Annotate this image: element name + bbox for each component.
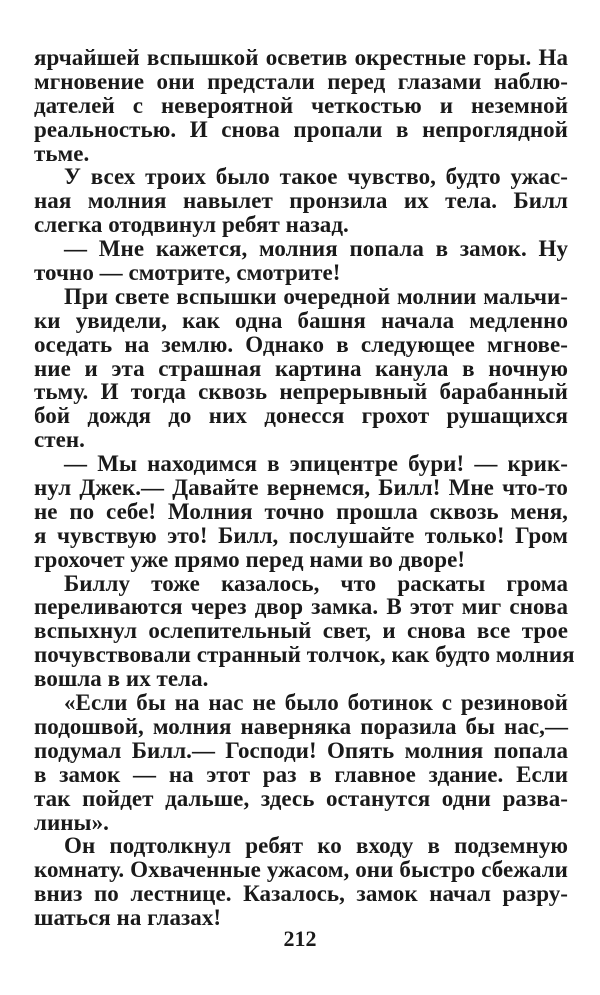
text-line: дателей с невероятной четкостью и неземной (34, 92, 568, 118)
paragraph (34, 452, 568, 571)
text-line: вниз по лестнице. Казалось, замок начал разру- (34, 881, 568, 907)
paragraph (34, 570, 575, 692)
text-line: ная молния навылет пронзила их тела. Билл (34, 188, 568, 214)
text-line: переливаются через двор замка. В этот миг снова (34, 594, 568, 620)
text-line: «Если бы на нас не было ботинок с резиновой (64, 690, 568, 716)
text-line: ки увидели, как одна башня начала медленно (34, 307, 568, 333)
text-line: При свете вспышки очередной молнии мальчи- (64, 283, 568, 309)
text-line: не по себе! Молния точно прошла сквозь меня, (34, 498, 568, 524)
text-line: нул Джек.— Давайте вернемся, Билл! Мне что-то (34, 475, 568, 501)
text-line: тьму. И тогда сквозь непрерывный барабанный (34, 379, 568, 405)
text-line: — Мы находимся в эпицентре бури! — крик- (64, 451, 568, 477)
body-text (34, 45, 575, 931)
text-line: шаться на глазах! (34, 905, 222, 931)
page-number: 212 (283, 926, 317, 951)
text-line: в замок — на этот раз в главное здание. Если (34, 761, 568, 787)
text-line: Биллу тоже казалось, что раскаты грома (64, 570, 568, 596)
text-line: ние и эта страшная картина канула в ночную (34, 355, 568, 381)
paragraph (34, 237, 568, 285)
text-line: тьме. (34, 140, 90, 166)
text-line: — Мне кажется, молния попала в замок. Ну (64, 236, 568, 262)
text-line: подумал Билл.— Господи! Опять молния попала (34, 737, 568, 763)
text-line: почувствовали странный толчок, как будто молния (34, 642, 575, 668)
text-line: У всех троих было такое чувство, будто ужас- (64, 164, 568, 190)
text-line: слегка отодвинул ребят назад. (34, 212, 349, 238)
text-line: грохочет уже прямо перед нами во дворе! (34, 546, 466, 572)
text-line: точно — смотрите, смотрите! (34, 260, 341, 286)
text-line: так пойдет дальше, здесь останутся одни разва- (34, 785, 568, 811)
text-line: мгновение они предстали перед глазами наблю- (34, 68, 568, 94)
text-line: реальностью. И снова пропали в непроглядной (34, 116, 568, 142)
paragraph (34, 691, 568, 834)
text-line: вспыхнул ослепительный свет, и снова все трое (34, 618, 568, 644)
text-line: комнату. Охваченные ужасом, они быстро сбежали (34, 857, 568, 883)
text-line: бой дождя до них донесся грохот рушащихся (34, 403, 568, 429)
text-line: стен. (34, 427, 85, 453)
text-line: оседать на землю. Однако в следующее мгнове- (34, 331, 568, 357)
text-line: я чувствую это! Билл, послушайте только! Гром (34, 522, 568, 548)
text-line: вошла в их тела. (34, 666, 209, 692)
paragraph (34, 285, 568, 452)
text-line: Он подтолкнул ребят ко входу в подземную (64, 833, 568, 859)
paragraph (34, 165, 568, 237)
text-line: подошвой, молния наверняка поразила бы нас,— (34, 713, 568, 739)
text-line: ярчайшей вспышкой осветив окрестные горы. На (34, 45, 568, 70)
paragraph (34, 834, 568, 930)
text-line: лины». (34, 809, 109, 835)
paragraph (34, 46, 568, 165)
